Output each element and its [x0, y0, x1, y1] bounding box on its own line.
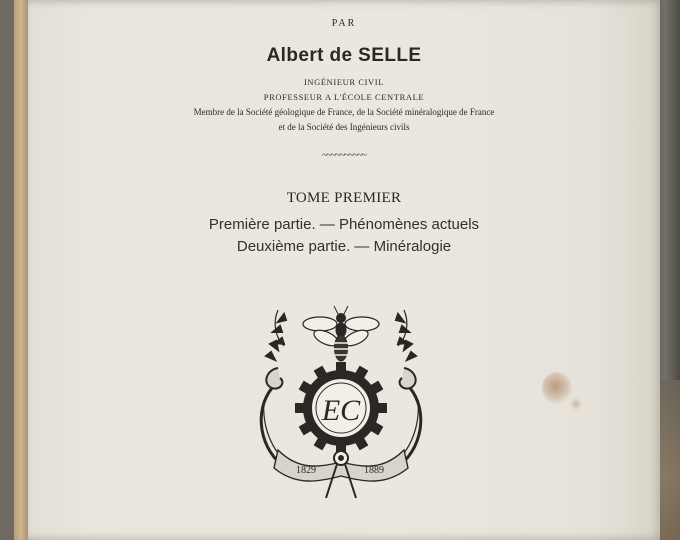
author-name: Albert de SELLE: [266, 45, 422, 66]
ornamental-rule: ~~~~~~~~~~: [321, 150, 367, 161]
foxing-stain: [542, 372, 572, 404]
bee-icon: [303, 306, 379, 361]
volume-title: TOME PREMIER: [286, 190, 402, 206]
credential-line-2: PROFESSEUR A L'ÉCOLE CENTRALE: [263, 92, 425, 102]
credential-line-3: Membre de la Société géologique de France, de la Société minéralogique de France: [193, 107, 495, 117]
credential-line-1: INGÉNIEUR CIVIL: [303, 77, 385, 87]
emblem-year-left: 1829: [296, 465, 316, 476]
emblem-year-right: 1889: [364, 465, 384, 476]
right-scroll: [390, 310, 421, 470]
foxing-stain-small: [569, 398, 583, 410]
credential-line-4: et de la Société des Ingénieurs civils: [278, 122, 410, 132]
emblem-monogram: EC: [321, 394, 361, 427]
volume-part-1: Première partie. — Phénomènes actuels: [208, 216, 480, 233]
ecole-centrale-emblem: [248, 300, 434, 505]
left-scroll: [261, 310, 292, 470]
volume-part-2: Deuxième partie. — Minéralogie: [236, 238, 452, 255]
book-page: [14, 0, 660, 540]
byline: PAR: [331, 18, 357, 29]
